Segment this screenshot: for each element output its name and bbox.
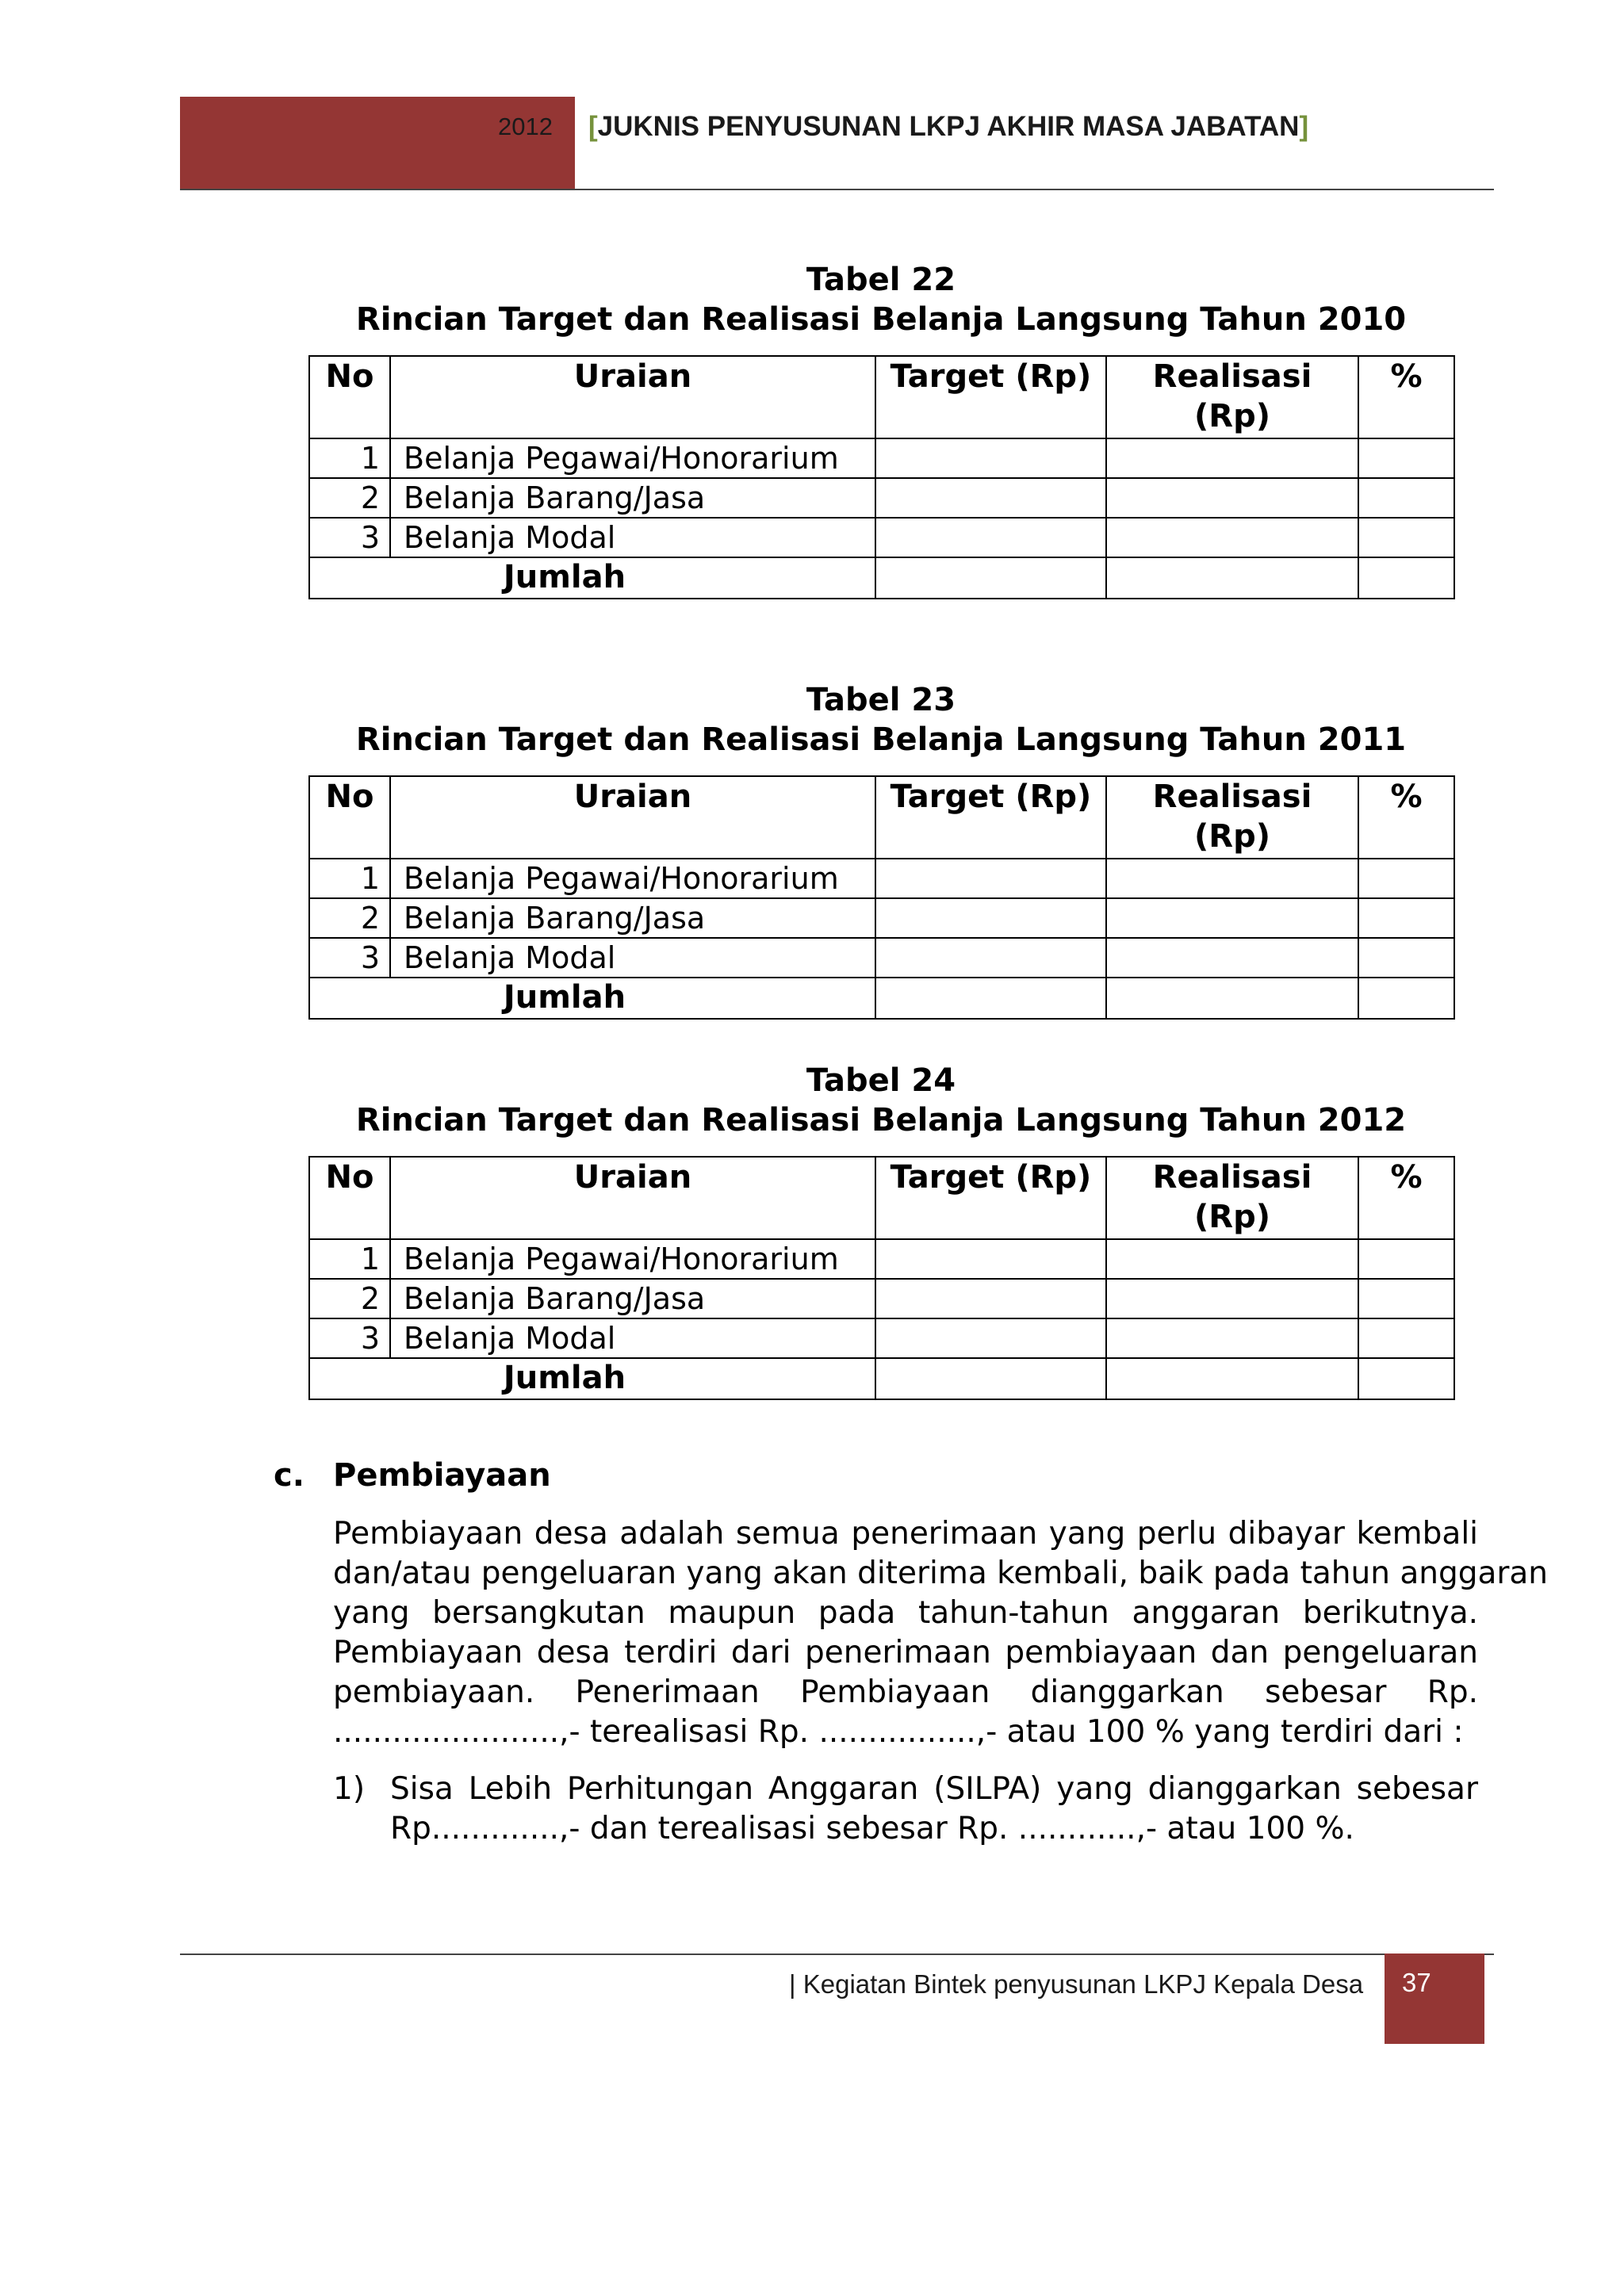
col-percent: % <box>1358 1157 1454 1239</box>
col-target: Target (Rp) <box>875 356 1106 438</box>
total-percent <box>1358 557 1454 599</box>
bracket-close: ] <box>1299 111 1309 142</box>
row-percent <box>1358 518 1454 557</box>
row-realisasi <box>1106 438 1358 478</box>
paragraph-line: dan/atau pengeluaran yang akan diterima kembali, baik pada tahun anggaran <box>333 1556 1549 1591</box>
section-letter: c. <box>274 1457 304 1494</box>
table-row <box>309 898 1454 938</box>
table-23 <box>308 775 1455 1020</box>
col-no: No <box>309 356 390 438</box>
page-number-box <box>1385 1954 1484 2044</box>
table-header-row <box>309 776 1454 859</box>
table-total-row <box>309 557 1454 599</box>
row-realisasi <box>1106 938 1358 978</box>
header-band <box>180 97 575 190</box>
total-label: Jumlah <box>309 978 875 1019</box>
col-realisasi: Realisasi (Rp) <box>1106 776 1358 859</box>
row-realisasi <box>1106 1318 1358 1358</box>
table-title: Rincian Target dan Realisasi Belanja Langsung Tahun 2010 <box>355 301 1407 338</box>
row-realisasi <box>1106 859 1358 898</box>
table-row <box>309 438 1454 478</box>
list-item-number: 1) <box>333 1771 366 1807</box>
table-row <box>309 1279 1454 1318</box>
row-uraian: Belanja Modal <box>390 938 875 978</box>
row-percent <box>1358 1318 1454 1358</box>
table-24-caption-block <box>307 1061 1455 1140</box>
row-percent <box>1358 898 1454 938</box>
row-no: 2 <box>309 478 390 518</box>
table-22 <box>308 355 1455 599</box>
table-total-row <box>309 978 1454 1019</box>
row-realisasi <box>1106 518 1358 557</box>
table-header-row <box>309 356 1454 438</box>
header-rule <box>180 189 1494 190</box>
table-title: Rincian Target dan Realisasi Belanja Langsung Tahun 2012 <box>355 1102 1407 1138</box>
total-target <box>875 1358 1106 1399</box>
list-item-line: Rp.............,- dan terealisasi sebesar Rp. ............,- atau 100 %. <box>390 1811 1354 1846</box>
row-percent <box>1358 1279 1454 1318</box>
row-target <box>875 518 1106 557</box>
row-uraian: Belanja Modal <box>390 1318 875 1358</box>
table-row <box>309 938 1454 978</box>
paragraph-line: Pembiayaan desa adalah semua penerimaan yang perlu dibayar kembali <box>333 1516 1478 1552</box>
list-item-line: Sisa Lebih Perhitungan Anggaran (SILPA) yang dianggarkan sebesar <box>390 1771 1478 1807</box>
col-uraian: Uraian <box>390 776 875 859</box>
list-item-text <box>390 1770 1478 1849</box>
table-caption: Tabel 22 <box>806 262 956 298</box>
col-percent: % <box>1358 776 1454 859</box>
header-title <box>588 111 1308 143</box>
paragraph-line: Pembiayaan desa terdiri dari penerimaan pembiayaan dan pengeluaran <box>333 1635 1478 1670</box>
row-target <box>875 1279 1106 1318</box>
section-paragraph <box>333 1514 1549 1752</box>
page-number: 37 <box>1402 1968 1431 1997</box>
total-realisasi <box>1106 1358 1358 1399</box>
table-row <box>309 859 1454 898</box>
bracket-open: [ <box>588 111 598 142</box>
row-no: 1 <box>309 1239 390 1279</box>
row-realisasi <box>1106 478 1358 518</box>
col-target: Target (Rp) <box>875 776 1106 859</box>
row-no: 1 <box>309 438 390 478</box>
row-target <box>875 478 1106 518</box>
total-label: Jumlah <box>309 1358 875 1399</box>
table-caption: Tabel 24 <box>806 1062 956 1099</box>
row-uraian: Belanja Barang/Jasa <box>390 898 875 938</box>
row-target <box>875 938 1106 978</box>
footer-text: | Kegiatan Bintek penyusunan LKPJ Kepala Desa <box>789 1969 1364 1999</box>
col-uraian: Uraian <box>390 356 875 438</box>
table-title: Rincian Target dan Realisasi Belanja Langsung Tahun 2011 <box>355 721 1407 758</box>
row-realisasi <box>1106 1239 1358 1279</box>
total-realisasi <box>1106 978 1358 1019</box>
table-row <box>309 1318 1454 1358</box>
table-23-caption-block <box>307 680 1455 760</box>
row-percent <box>1358 478 1454 518</box>
header-title-text: JUKNIS PENYUSUNAN LKPJ AKHIR MASA JABATAN <box>597 111 1300 142</box>
row-percent <box>1358 938 1454 978</box>
col-no: No <box>309 776 390 859</box>
header-year: 2012 <box>498 113 553 140</box>
paragraph-line: yang bersangkutan maupun pada tahun-tahun anggaran berikutnya. <box>333 1595 1478 1631</box>
table-22-caption-block <box>307 260 1455 339</box>
footer-rule <box>180 1954 1494 1955</box>
row-percent <box>1358 859 1454 898</box>
table-header-row <box>309 1157 1454 1239</box>
row-uraian: Belanja Pegawai/Honorarium <box>390 859 875 898</box>
total-realisasi <box>1106 557 1358 599</box>
row-realisasi <box>1106 1279 1358 1318</box>
total-percent <box>1358 978 1454 1019</box>
row-uraian: Belanja Pegawai/Honorarium <box>390 438 875 478</box>
table-caption: Tabel 23 <box>806 682 956 718</box>
row-target <box>875 1239 1106 1279</box>
section-title: Pembiayaan <box>333 1457 551 1494</box>
col-no: No <box>309 1157 390 1239</box>
row-uraian: Belanja Pegawai/Honorarium <box>390 1239 875 1279</box>
table-row <box>309 478 1454 518</box>
row-no: 3 <box>309 518 390 557</box>
col-target: Target (Rp) <box>875 1157 1106 1239</box>
table-row <box>309 1239 1454 1279</box>
row-no: 3 <box>309 938 390 978</box>
row-no: 2 <box>309 898 390 938</box>
row-uraian: Belanja Barang/Jasa <box>390 1279 875 1318</box>
row-target <box>875 1318 1106 1358</box>
table-row <box>309 518 1454 557</box>
row-target <box>875 859 1106 898</box>
paragraph-line: pembiayaan. Penerimaan Pembiayaan dianggarkan sebesar Rp. <box>333 1674 1478 1710</box>
row-percent <box>1358 1239 1454 1279</box>
row-target <box>875 898 1106 938</box>
row-percent <box>1358 438 1454 478</box>
total-target <box>875 978 1106 1019</box>
table-24 <box>308 1156 1455 1400</box>
total-percent <box>1358 1358 1454 1399</box>
row-realisasi <box>1106 898 1358 938</box>
row-uraian: Belanja Barang/Jasa <box>390 478 875 518</box>
row-uraian: Belanja Modal <box>390 518 875 557</box>
col-realisasi: Realisasi (Rp) <box>1106 1157 1358 1239</box>
row-no: 3 <box>309 1318 390 1358</box>
row-target <box>875 438 1106 478</box>
col-uraian: Uraian <box>390 1157 875 1239</box>
paragraph-line: .......................,- terealisasi Rp. ................,- atau 100 % yang terdiri dari : <box>333 1714 1464 1750</box>
total-label: Jumlah <box>309 557 875 599</box>
col-realisasi: Realisasi (Rp) <box>1106 356 1358 438</box>
table-total-row <box>309 1358 1454 1399</box>
col-percent: % <box>1358 356 1454 438</box>
row-no: 1 <box>309 859 390 898</box>
total-target <box>875 557 1106 599</box>
row-no: 2 <box>309 1279 390 1318</box>
